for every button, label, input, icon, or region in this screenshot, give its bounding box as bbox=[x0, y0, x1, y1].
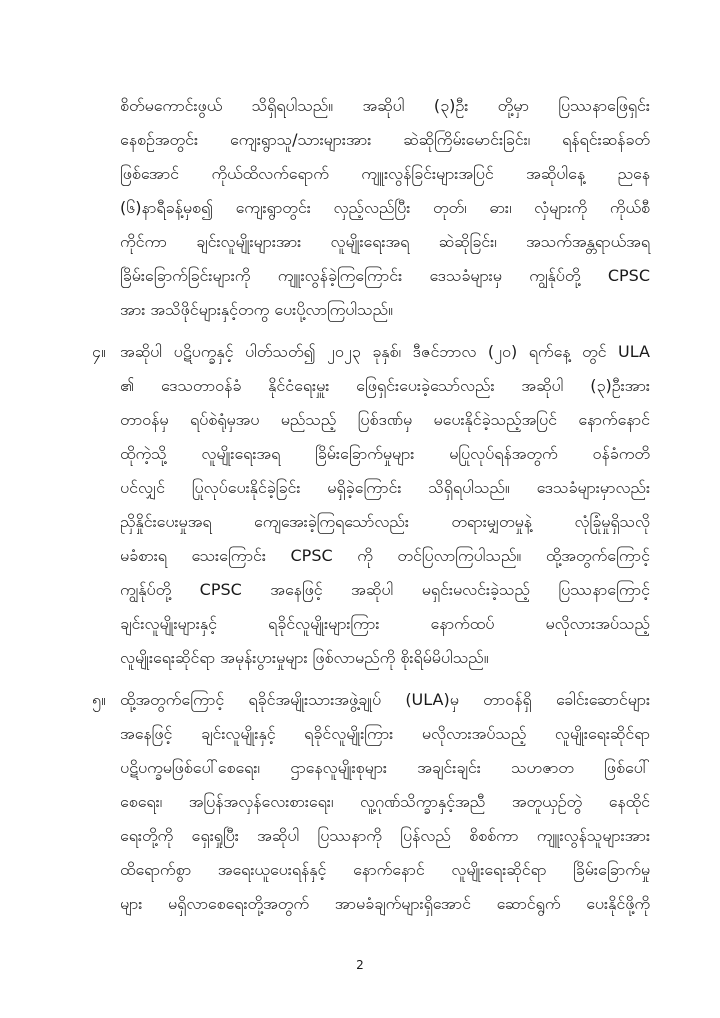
page-number: 2 bbox=[356, 958, 364, 972]
paragraph-line: ဖြစ်အောင် ကိုယ်ထိလက်ရောက် ကျူးလွန်ခြင်းများအပြင် အဆိုပါနေ့ ညနေ bbox=[120, 164, 650, 183]
paragraph-number: ၅။ bbox=[92, 690, 106, 709]
paragraph-line: လူမျိုးရေးဆိုင်ရာ အမုန်းပွားမှုများ ဖြစ်လာမည်ကို စိုးရိမ်မိပါသည်။ bbox=[120, 648, 489, 667]
paragraph-line: မခံစားရ သေးကြောင်း CPSC ကို တင်ပြလာကြပါသည်။ ထို့အတွက်ကြောင့် bbox=[120, 546, 650, 565]
paragraph-line: ကျွန်ုပ်တို့ CPSC အနေဖြင့် အဆိုပါ မရှင်းမလင်းခဲ့သည့် ပြဿနာကြောင့် bbox=[120, 580, 650, 599]
paragraph-line: အား အသိဖိုင်များနှင့်တကွ ပေးပို့လာကြပါသည်။ bbox=[120, 300, 393, 319]
paragraph-number: ၄။ bbox=[92, 342, 106, 361]
paragraph-line: အဆိုပါ ပဋိပက္ခနှင့် ပါတ်သတ်၍ ၂၀၂၃ ခုနှစ်၊ ဒီဇင်ဘာလ (၂၀) ရက်နေ့ တွင် ULA bbox=[120, 342, 650, 361]
paragraph-line: ၏ ဒေသတာဝန်ခံ နိုင်ငံရေးမှူး ဖြေရှင်းပေးခဲ့သော်လည်း အဆိုပါ (၃)ဦးအား bbox=[120, 376, 650, 395]
paragraph-line: (၆)နာရီခန့်မှစ၍ ကျေးရွာတွင်း လှည့်လည်ပြီး တုတ်၊ ဓား၊ လှံများကို ကိုယ်စီ bbox=[120, 198, 650, 217]
paragraph-line: ထိရောက်စွာ အရေးယူပေးရန်နှင့် နောက်နောင် လူမျိုးရေးဆိုင်ရာ ခြိမ်းခြောက်မှု bbox=[120, 860, 650, 879]
paragraph-line: ချင်းလူမျိုးများနှင့် ရခိုင်လူမျိုးများကြား နောက်ထပ် မလိုလားအပ်သည့် bbox=[120, 614, 650, 633]
paragraph-line: တာဝန်မှ ရပ်စဲရုံမှအပ မည်သည့် ပြစ်ဒဏ်မှ မပေးနိုင်ခဲ့သည့်အပြင် နောက်နောင် bbox=[120, 410, 650, 429]
paragraph-line: နေစဉ်အတွင်း ကျေးရွာသူ/သားများအား ဆဲဆိုကြိမ်းမောင်းခြင်း၊ ရန်ရင်းဆန်ခတ် bbox=[120, 130, 650, 149]
paragraph-line: ကိုင်ကာ ချင်းလူမျိုးများအား လူမျိုးရေးအရ ဆဲဆိုခြင်း၊ အသက်အန္တရာယ်အရ bbox=[120, 232, 650, 251]
paragraph-line: ရေးတို့ကို ရှေးရှုပြီး အဆိုပါ ပြဿနာကို ပြန်လည် စိစစ်ကာ ကျူးလွန်သူများအား bbox=[120, 826, 650, 845]
paragraph-line: အနေဖြင့် ချင်းလူမျိုးနှင့် ရခိုင်လူမျိုးကြား မလိုလားအပ်သည့် လူမျိုးရေးဆိုင်ရာ bbox=[120, 724, 650, 743]
paragraph-line: များ မရှိလာစေရေးတို့အတွက် အာမခံချက်များရှိအောင် ဆောင်ရွက် ပေးနိုင်ဖို့ကို bbox=[120, 894, 650, 913]
paragraph-line: ပဋိပက္ခမဖြစ်ပေါ်စေရေး၊ ဌာနေလူမျိုးစုများ အချင်းချင်း သဟဇာတ ဖြစ်ပေါ် bbox=[120, 758, 650, 777]
paragraph-line: ပင်လျှင် ပြုလုပ်ပေးနိုင်ခဲ့ခြင်း မရှိခဲ့ကြောင်း သိရှိရပါသည်။ ဒေသခံများမှာလည်း bbox=[120, 478, 650, 497]
paragraph-line: စိတ်မကောင်းဖွယ် သိရှိရပါသည်။ အဆိုပါ (၃)ဦး တို့မှာ ပြဿနာဖြေရှင်း bbox=[120, 96, 650, 115]
paragraph-line: ခြိမ်းခြောက်ခြင်းများကို ကျူးလွန်ခဲ့ကြကြောင်း ဒေသခံများမှ ကျွန်ုပ်တို့ CPSC bbox=[120, 266, 650, 285]
paragraph-line: ထိုကဲ့သို့ လူမျိုးရေးအရ ခြိမ်းခြောက်မှုများ မပြုလုပ်ရန်အတွက် ဝန်ခံကတိ bbox=[120, 444, 650, 463]
paragraph-line: ထို့အတွက်ကြောင့် ရခိုင်အမျိုးသားအဖွဲ့ချုပ် (ULA)မှ တာဝန်ရှိ ခေါင်းဆောင်များ bbox=[120, 690, 650, 709]
paragraph-line: ညှိနှိုင်းပေးမှုအရ ကျေအေးခဲ့ကြရသော်လည်း တရားမျှတမှုနဲ့ လုံခြုံမှုရှိသလို bbox=[120, 512, 650, 531]
paragraph-line: စေရေး၊ အပြန်အလှန်လေးစားရေး၊ လူ့ဂုဏ်သိက္ခာနှင့်အညီ အတူယှဉ်တွဲ နေထိုင် bbox=[120, 792, 650, 811]
